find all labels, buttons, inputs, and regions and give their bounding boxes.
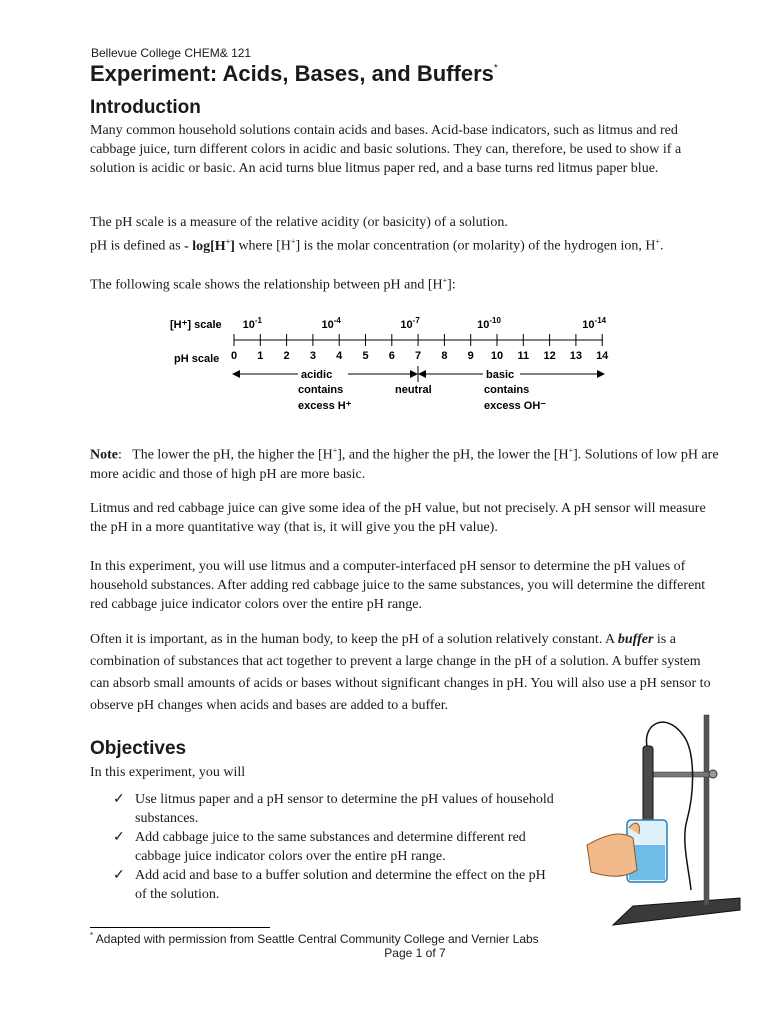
neutral-arrowhead-left [410, 370, 418, 378]
ph-definition-line2 [90, 232, 720, 256]
ph-tick-label: 0 [230, 350, 238, 362]
scale-intro-end: ]: [447, 277, 456, 293]
scale-intro-plus: + [442, 276, 448, 285]
course-name: Bellevue College CHEM& 121 [91, 46, 252, 60]
ph-tick-label: 1 [257, 350, 264, 362]
acidic-label: acidic [301, 369, 333, 381]
checkmark-icon: ✓ [113, 868, 125, 883]
ph-tick-label: 4 [336, 350, 343, 362]
ph-formula-plus: + [225, 237, 231, 246]
note-colon: : [118, 447, 122, 463]
h-values [243, 316, 607, 331]
note-text-c: ]. Solutions of low pH are more acidic and those of high pH are more basic. [90, 447, 719, 482]
acidic-excess: excess H⁺ [298, 400, 352, 412]
h-value-label: $10^{-14}$ [582, 316, 607, 331]
note-label: Note [90, 447, 118, 463]
title-text: Experiment: Acids, Bases, and Buffers [90, 61, 494, 86]
h-value-label: $10^{-4}$ [321, 316, 341, 331]
ph-def-plus-2: + [655, 237, 660, 246]
scale-ticks [231, 334, 609, 362]
apparatus-svg [585, 710, 745, 930]
ph-tick-label: 7 [415, 350, 422, 362]
note-plus-2: + [568, 446, 574, 455]
ph-scale-diagram [160, 306, 630, 416]
acidic-contains: contains [298, 384, 344, 396]
checkmark-icon: ✓ [113, 830, 125, 845]
ph-tick-label: 6 [388, 350, 395, 362]
clamp-arm [645, 772, 711, 777]
objectives-heading: Objectives [90, 738, 187, 759]
scale-intro-text: The following scale shows the relationship between pH and [H [90, 277, 443, 293]
ph-definition-paragraph [90, 213, 720, 256]
neutral-label: neutral [395, 384, 432, 396]
ph-scale-svg [160, 306, 630, 416]
basic-arrowhead [597, 370, 605, 378]
page-number: Page 1 of 7 [384, 946, 446, 960]
hand [587, 834, 637, 876]
objective-item-2 [113, 828, 573, 866]
ph-tick-label: 9 [467, 350, 474, 362]
intro-paragraph: Many common household solutions contain acids and bases. Acid-base indicators, such as litmus and red cabbage juice, turn different colors in acidic and basic solutions. They can, therefore, be used to show if a solution is acidic or basic. An acid turns blue litmus paper red, and a base turns red litmus paper blue. [90, 123, 682, 176]
ph-def-end: . [659, 238, 664, 254]
footnote-text: Adapted with permission from Seattle Central Community College and Vernier Labs [93, 932, 539, 946]
ph-sensor-apparatus-illustration [585, 710, 745, 930]
objective-text: Add acid and base to a buffer solution and determine the effect on the pH of the solution. [135, 868, 546, 902]
h-value-label: $10^{-10}$ [477, 316, 501, 331]
ph-tick-label: 5 [362, 350, 369, 362]
ph-tick-label: 3 [309, 350, 316, 362]
h-scale-label: [H⁺] scale [170, 319, 222, 331]
stand-rod [704, 715, 709, 905]
h-value-label: $10^{-7}$ [400, 316, 420, 331]
ph-tick-label: 8 [441, 350, 448, 362]
ph-scale-label: pH scale [174, 353, 220, 365]
basic-contains: contains [484, 384, 530, 396]
ph-def-prefix: pH is defined as [90, 238, 185, 254]
buffer-paragraph [90, 629, 720, 717]
acidic-arrowhead [232, 370, 240, 378]
ph-formula-close: ] [230, 238, 235, 254]
ph-def-molar: ] is the molar concentration (or molarity) of the hydrogen ion, H [295, 238, 656, 254]
introduction-heading: Introduction [90, 97, 201, 118]
ph-def-plus-1: + [290, 237, 296, 246]
scale-intro-paragraph [90, 271, 720, 295]
note-plus-1: + [332, 446, 338, 455]
ph-def-where: where [H [234, 238, 291, 254]
objectives-intro: In this experiment, you will [90, 765, 246, 780]
basic-label: basic [486, 369, 515, 381]
buffer-text-a: Often it is important, as in the human body, to keep the pH of a solution relatively constant. A [90, 632, 618, 647]
ph-tick-label: 13 [569, 350, 583, 362]
ph-tick-label: 12 [543, 350, 556, 362]
basic-excess: excess OH⁻ [484, 400, 547, 412]
objective-text: Add cabbage juice to the same substances and determine different red cabbage juice indicator colors over the entire pH range. [135, 830, 526, 864]
ph-tick-label: 10 [490, 350, 504, 362]
page-title [90, 61, 498, 87]
footnote-mark: * [90, 931, 94, 940]
ph-tick-label: 14 [596, 350, 609, 362]
note-text-b: ], and the higher the pH, the lower the [H [337, 447, 569, 463]
ph-formula [184, 239, 235, 254]
ph-tick-label: 2 [283, 350, 290, 362]
stand-base [613, 898, 740, 925]
ph-definition-line1: The pH scale is a measure of the relative acidity (or basicity) of a solution. [90, 215, 508, 230]
note-paragraph [90, 441, 720, 484]
h-value-label: $10^{-1}$ [242, 316, 262, 331]
buffer-text-b: is a combination of substances that act together to prevent a large change in the pH of a solution. A buffer system can absorb small amounts of acids or bases without significant changes in pH. You will also use a pH sensor to observe pH changes when acids and bases are added to a buffer. [90, 632, 711, 713]
footnote-divider [90, 927, 270, 928]
litmus-paragraph: Litmus and red cabbage juice can give some idea of the pH value, but not precisely. A pH sensor will measure the pH in a more quantitative way (that is, it will give you the pH value). [90, 501, 706, 535]
checkmark-icon: ✓ [113, 792, 125, 807]
objective-text: Use litmus paper and a pH sensor to determine the pH values of household substances. [135, 792, 554, 826]
buffer-term: buffer [617, 632, 654, 647]
objective-item-3 [113, 866, 553, 904]
ph-tick-label: 11 [517, 350, 530, 362]
objective-item-1 [113, 790, 603, 828]
note-text-a: The lower the pH, the higher the [H [121, 447, 333, 463]
title-footnote-mark: * [493, 62, 498, 74]
ph-formula-text: - log[H [184, 238, 226, 254]
experiment-paragraph: In this experiment, you will use litmus and a computer-interfaced pH sensor to determine the pH values of household substances. After adding red cabbage juice to the same substances, you will determine the different red cabbage juice indicator colors over the entire pH range. [90, 559, 706, 612]
footnote [90, 931, 539, 946]
clamp-knob [709, 770, 717, 778]
